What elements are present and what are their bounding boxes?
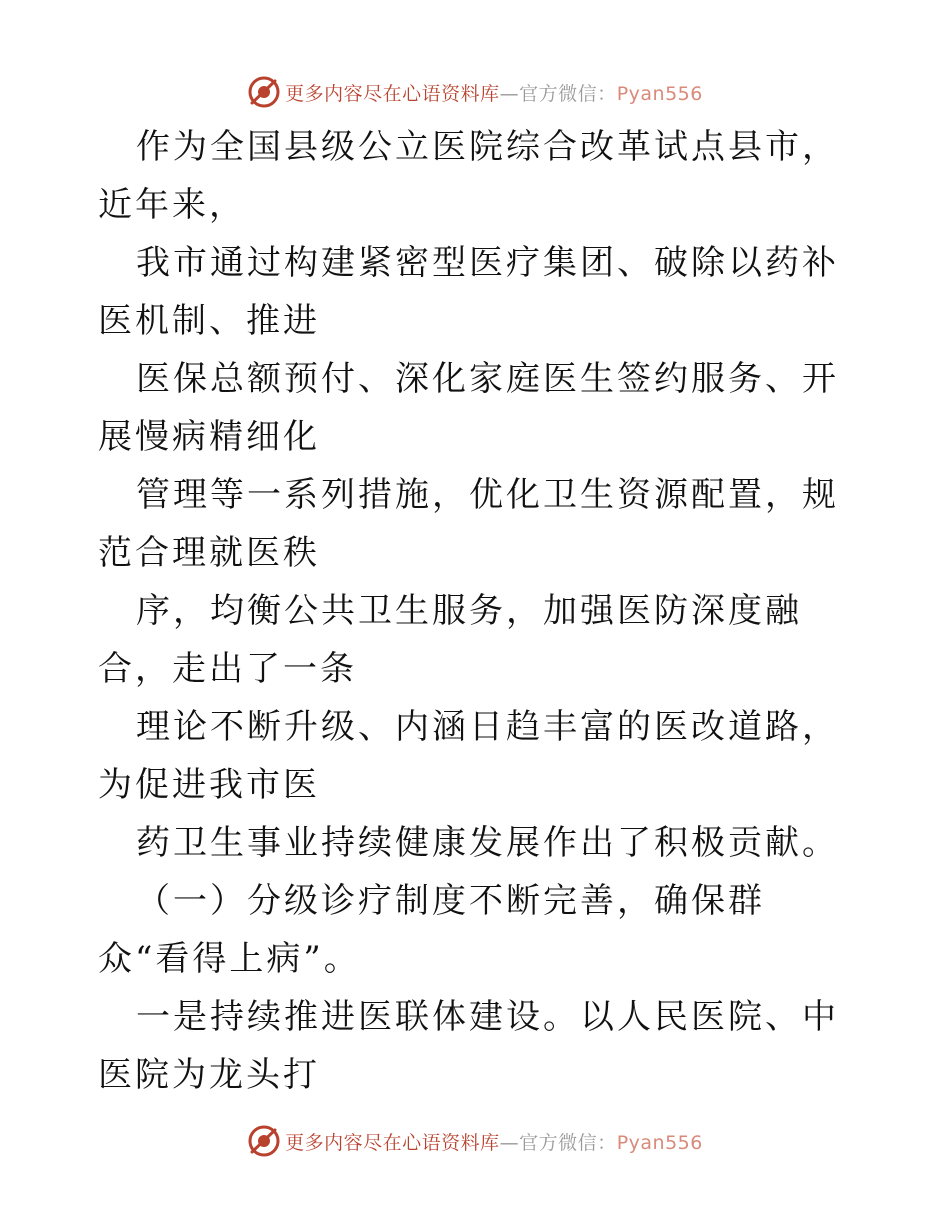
paragraph: 序，均衡公共卫生服务，加强医防深度融合，走出了一条 xyxy=(98,591,802,689)
header-text xyxy=(285,79,703,106)
header-banner xyxy=(0,72,950,112)
paragraph: 作为全国县级公立医院综合改革试点县市，近年来， xyxy=(98,127,839,225)
paragraph: 医保总额预付、深化家庭医生签约服务、开展慢病精细化 xyxy=(98,359,839,457)
paragraph: 我市通过构建紧密型医疗集团、破除以药补医机制、推进 xyxy=(98,243,839,341)
paragraph: 药卫生事业持续健康发展作出了积极贡献。 xyxy=(136,823,839,863)
footer-text xyxy=(285,1128,703,1155)
footer-handle: Pyan556 xyxy=(616,1131,703,1154)
paragraph: 一是持续推进医联体建设。以人民医院、中医院为龙头打 xyxy=(98,997,839,1095)
header-official-label: 官方微信： xyxy=(519,82,617,105)
document-body xyxy=(98,118,858,1104)
footer-separator: — xyxy=(499,1131,520,1154)
paragraph: 理论不断升级、内涵日趋丰富的医改道路，为促进我市医 xyxy=(98,707,839,805)
header-handle: Pyan556 xyxy=(616,82,703,105)
footer-banner xyxy=(0,1121,950,1161)
footer-official-label: 官方微信： xyxy=(519,1131,617,1154)
section-heading: （一）分级诊疗制度不断完善，确保群众“看得上病”。 xyxy=(98,881,765,979)
paragraph: 管理等一系列措施，优化卫生资源配置，规范合理就医秩 xyxy=(98,475,839,573)
brand-logo-icon xyxy=(247,75,281,109)
header-separator: — xyxy=(499,82,520,105)
header-brand-text: 更多内容尽在心语资料库 xyxy=(285,82,500,105)
brand-logo-icon xyxy=(247,1124,281,1158)
footer-brand-text: 更多内容尽在心语资料库 xyxy=(285,1131,500,1154)
